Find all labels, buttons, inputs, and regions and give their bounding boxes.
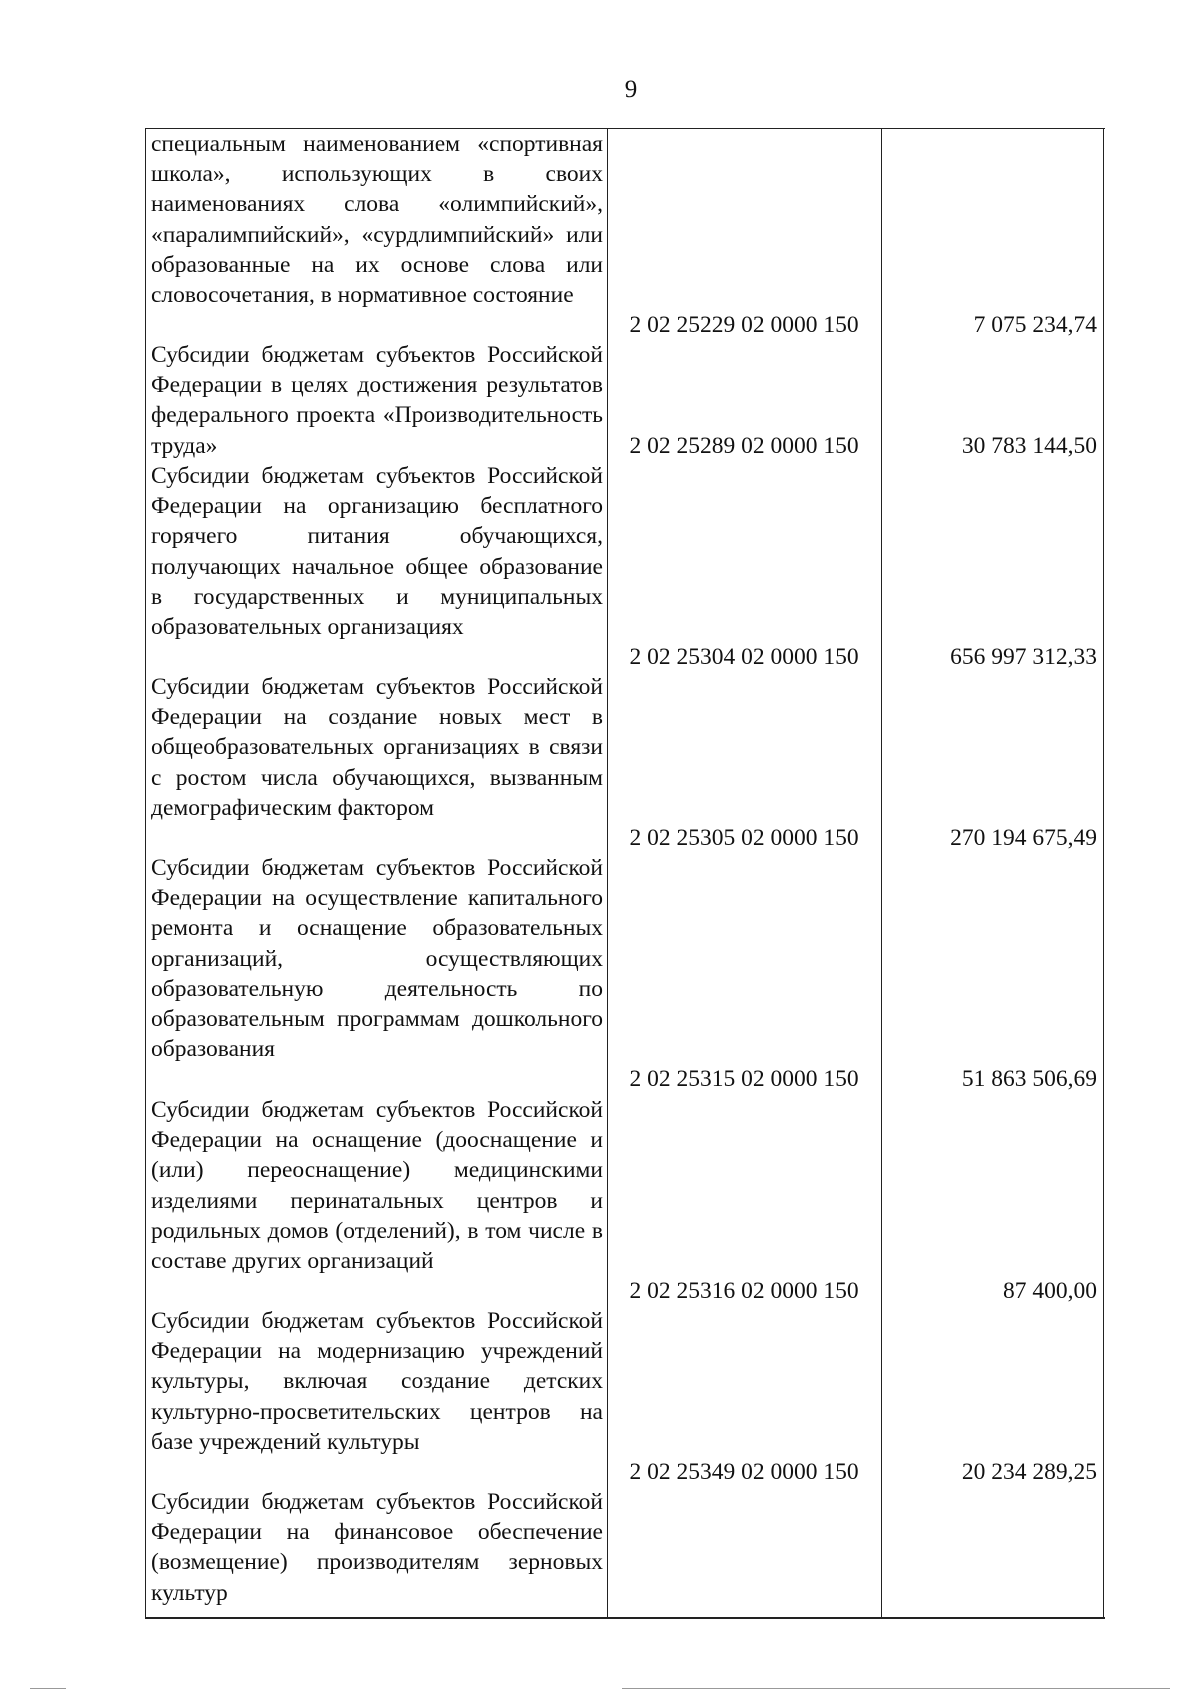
row-description: Субсидии бюджетам субъектов Российской Федерации на финансовое обеспечение (возмещение) производителям зерновых культур <box>151 1489 603 1606</box>
row-amount: 87 400,00 <box>1003 1278 1097 1304</box>
row-code: 2 02 25305 02 0000 150 <box>629 825 859 851</box>
row-amount: 270 194 675,49 <box>950 825 1097 851</box>
row-amount: 51 863 506,69 <box>961 1066 1097 1092</box>
row-amount: 656 997 312,33 <box>950 644 1097 670</box>
row-code: 2 02 25304 02 0000 150 <box>629 644 859 670</box>
row-code: 2 02 25315 02 0000 150 <box>629 1066 859 1092</box>
row-code: 2 02 25229 02 0000 150 <box>629 312 859 338</box>
column-divider-code-amount <box>881 129 882 1617</box>
budget-table <box>145 128 1105 1619</box>
row-description: Субсидии бюджетам субъектов Российской Федерации на оснащение (дооснащение и (или) переоснащение) медицинскими изделиями перинатальных центров и родильных домов (отделений), в том числе в составе других организаций <box>151 1097 603 1275</box>
page-number: 9 <box>624 76 638 103</box>
scan-edge-line <box>30 1688 66 1689</box>
row-amount: 7 075 234,74 <box>973 312 1097 338</box>
row-description: Субсидии бюджетам субъектов Российской Федерации на модернизацию учреждений культуры, включая создание детских культурно-просветительских центров на базе учреждений культуры <box>151 1308 603 1455</box>
row-description: Субсидии бюджетам субъектов Российской Федерации в целях достижения результатов федерального проекта «Производительность труда» <box>151 342 603 459</box>
row-description: Субсидии бюджетам субъектов Российской Федерации на организацию бесплатного горячего питания обучающихся, получающих начальное общее образование в государственных и муниципальных образовательных организациях <box>151 463 603 641</box>
row-description: Субсидии бюджетам субъектов Российской Федерации на осуществление капитального ремонта и оснащение образовательных организаций, осуществляющих образовательную деятельность по образовательным программам дошкольного образования <box>151 855 603 1063</box>
row-description: Субсидии бюджетам субъектов Российской Федерации на создание новых мест в общеобразовательных организациях в связи с ростом числа обучающихся, вызванным демографическим фактором <box>151 674 603 821</box>
row-amount: 20 234 289,25 <box>961 1459 1097 1485</box>
row-description: специальным наименованием «спортивная школа», использующих в своих наименованиях слова «олимпийский», «паралимпийский», «сурдлимпийский» или образованные на их основе слова или словосочетания, в нормативное состояние <box>151 131 603 309</box>
column-divider-description-code <box>607 129 608 1617</box>
scan-edge-line <box>622 1688 1170 1689</box>
table-border-left <box>145 129 146 1617</box>
row-code: 2 02 25289 02 0000 150 <box>629 433 859 459</box>
row-code: 2 02 25316 02 0000 150 <box>629 1278 859 1304</box>
table-border-right <box>1103 129 1104 1617</box>
row-amount: 30 783 144,50 <box>961 433 1097 459</box>
row-code: 2 02 25349 02 0000 150 <box>629 1459 859 1485</box>
